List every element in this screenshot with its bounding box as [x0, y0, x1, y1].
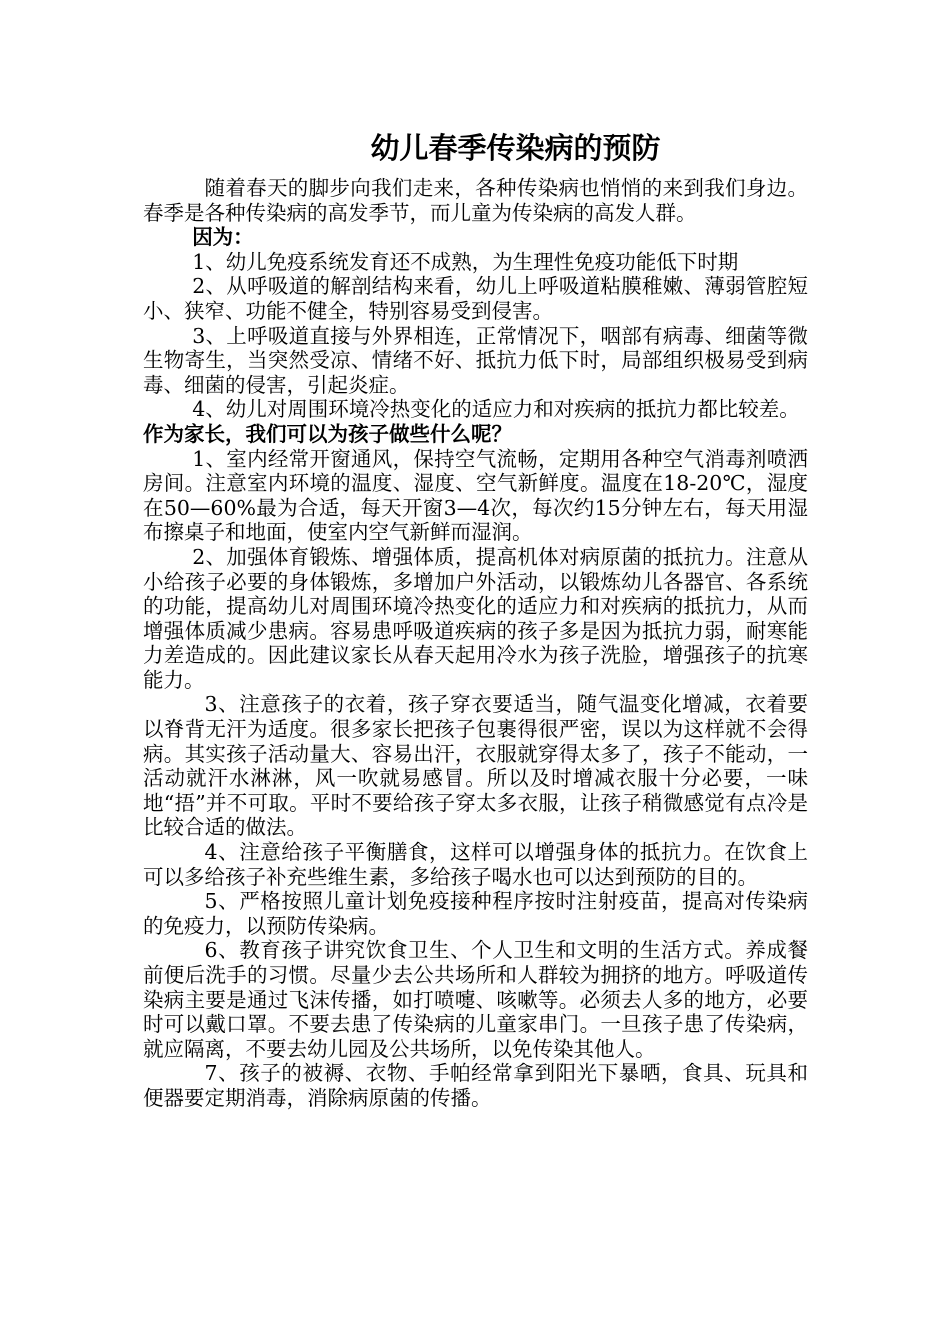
measure-item-5: 5、严格按照儿童计划免疫接种程序按时注射疫苗，提高对传染病的免疫力，以预防传染病。	[143, 889, 808, 938]
parents-heading: 作为家长，我们可以为孩子做些什么呢？	[143, 421, 512, 446]
measure-item-1: 1、室内经常开窗通风，保持空气流畅，定期用各种空气消毒剂喷洒房间。注意室内环境的温度、湿度、空气新鲜度。温度在18-20℃，湿度在50—60%最为合适，每天开窗3—4次，每次约15分钟左右，每天用湿布擦桌子和地面，使室内空气新鲜而湿润。	[143, 446, 808, 545]
reason-item-3: 3、上呼吸道直接与外界相连，正常情况下，咽部有病毒、细菌等微生物寄生，当突然受凉、情绪不好、抵抗力低下时，局部组织极易受到病毒、细菌的侵害，引起炎症。	[143, 323, 808, 397]
measure-item-4: 4、注意给孩子平衡膳食，这样可以增强身体的抵抗力。在饮食上可以多给孩子补充些维生素，多给孩子喝水也可以达到预防的目的。	[143, 840, 808, 889]
reasons-heading: 因为：	[192, 225, 254, 250]
reason-item-4: 4、幼儿对周围环境冷热变化的适应力和对疾病的抵抗力都比较差。	[192, 397, 800, 422]
document-title: 幼儿春季传染病的预防	[370, 131, 661, 165]
intro-paragraph: 随着春天的脚步向我们走来，各种传染病也悄悄的来到我们身边。春季是各种传染病的高发季节，而儿童为传染病的高发人群。	[143, 176, 808, 225]
reason-item-2: 2、从呼吸道的解剖结构来看，幼儿上呼吸道粘膜稚嫩、薄弱管腔短小、狭窄、功能不健全，特别容易受到侵害。	[143, 274, 808, 323]
measure-item-3: 3、注意孩子的衣着，孩子穿衣要适当，随气温变化增减，衣着要以脊背无汗为适度。很多家长把孩子包裹得很严密，误以为这样就不会得病。其实孩子活动量大、容易出汗，衣服就穿得太多了，孩子不能动，一活动就汗水淋淋，风一吹就易感冒。所以及时增减衣服十分必要，一味地“捂”并不可取。平时不要给孩子穿太多衣服，让孩子稍微感觉有点冷是比较合适的做法。	[143, 692, 808, 840]
measure-item-7: 7、孩子的被褥、衣物、手帕经常拿到阳光下暴晒，食具、玩具和便器要定期消毒，消除病原菌的传播。	[143, 1061, 808, 1110]
measure-item-2: 2、加强体育锻炼、增强体质，提高机体对病原菌的抵抗力。注意从小给孩子必要的身体锻炼，多增加户外活动，以锻炼幼儿各器官、各系统的功能，提高幼儿对周围环境冷热变化的适应力和对疾病的抵抗力，从而增强体质减少患病。容易患呼吸道疾病的孩子多是因为抵抗力弱，耐寒能力差造成的。因此建议家长从春天起用冷水为孩子洗脸，增强孩子的抗寒能力。	[143, 544, 808, 692]
document-page	[143, 128, 808, 1111]
reason-item-1: 1、幼儿免疫系统发育还不成熟，为生理性免疫功能低下时期	[192, 249, 739, 274]
measure-item-6: 6、教育孩子讲究饮食卫生、个人卫生和文明的生活方式。养成餐前便后洗手的习惯。尽量少去公共场所和人群较为拥挤的地方。呼吸道传染病主要是通过飞沫传播，如打喷嚏、咳嗽等。必须去人多的地方，必要时可以戴口罩。不要去患了传染病的儿童家串门。一旦孩子患了传染病，就应隔离，不要去幼儿园及公共场所，以免传染其他人。	[143, 938, 808, 1061]
